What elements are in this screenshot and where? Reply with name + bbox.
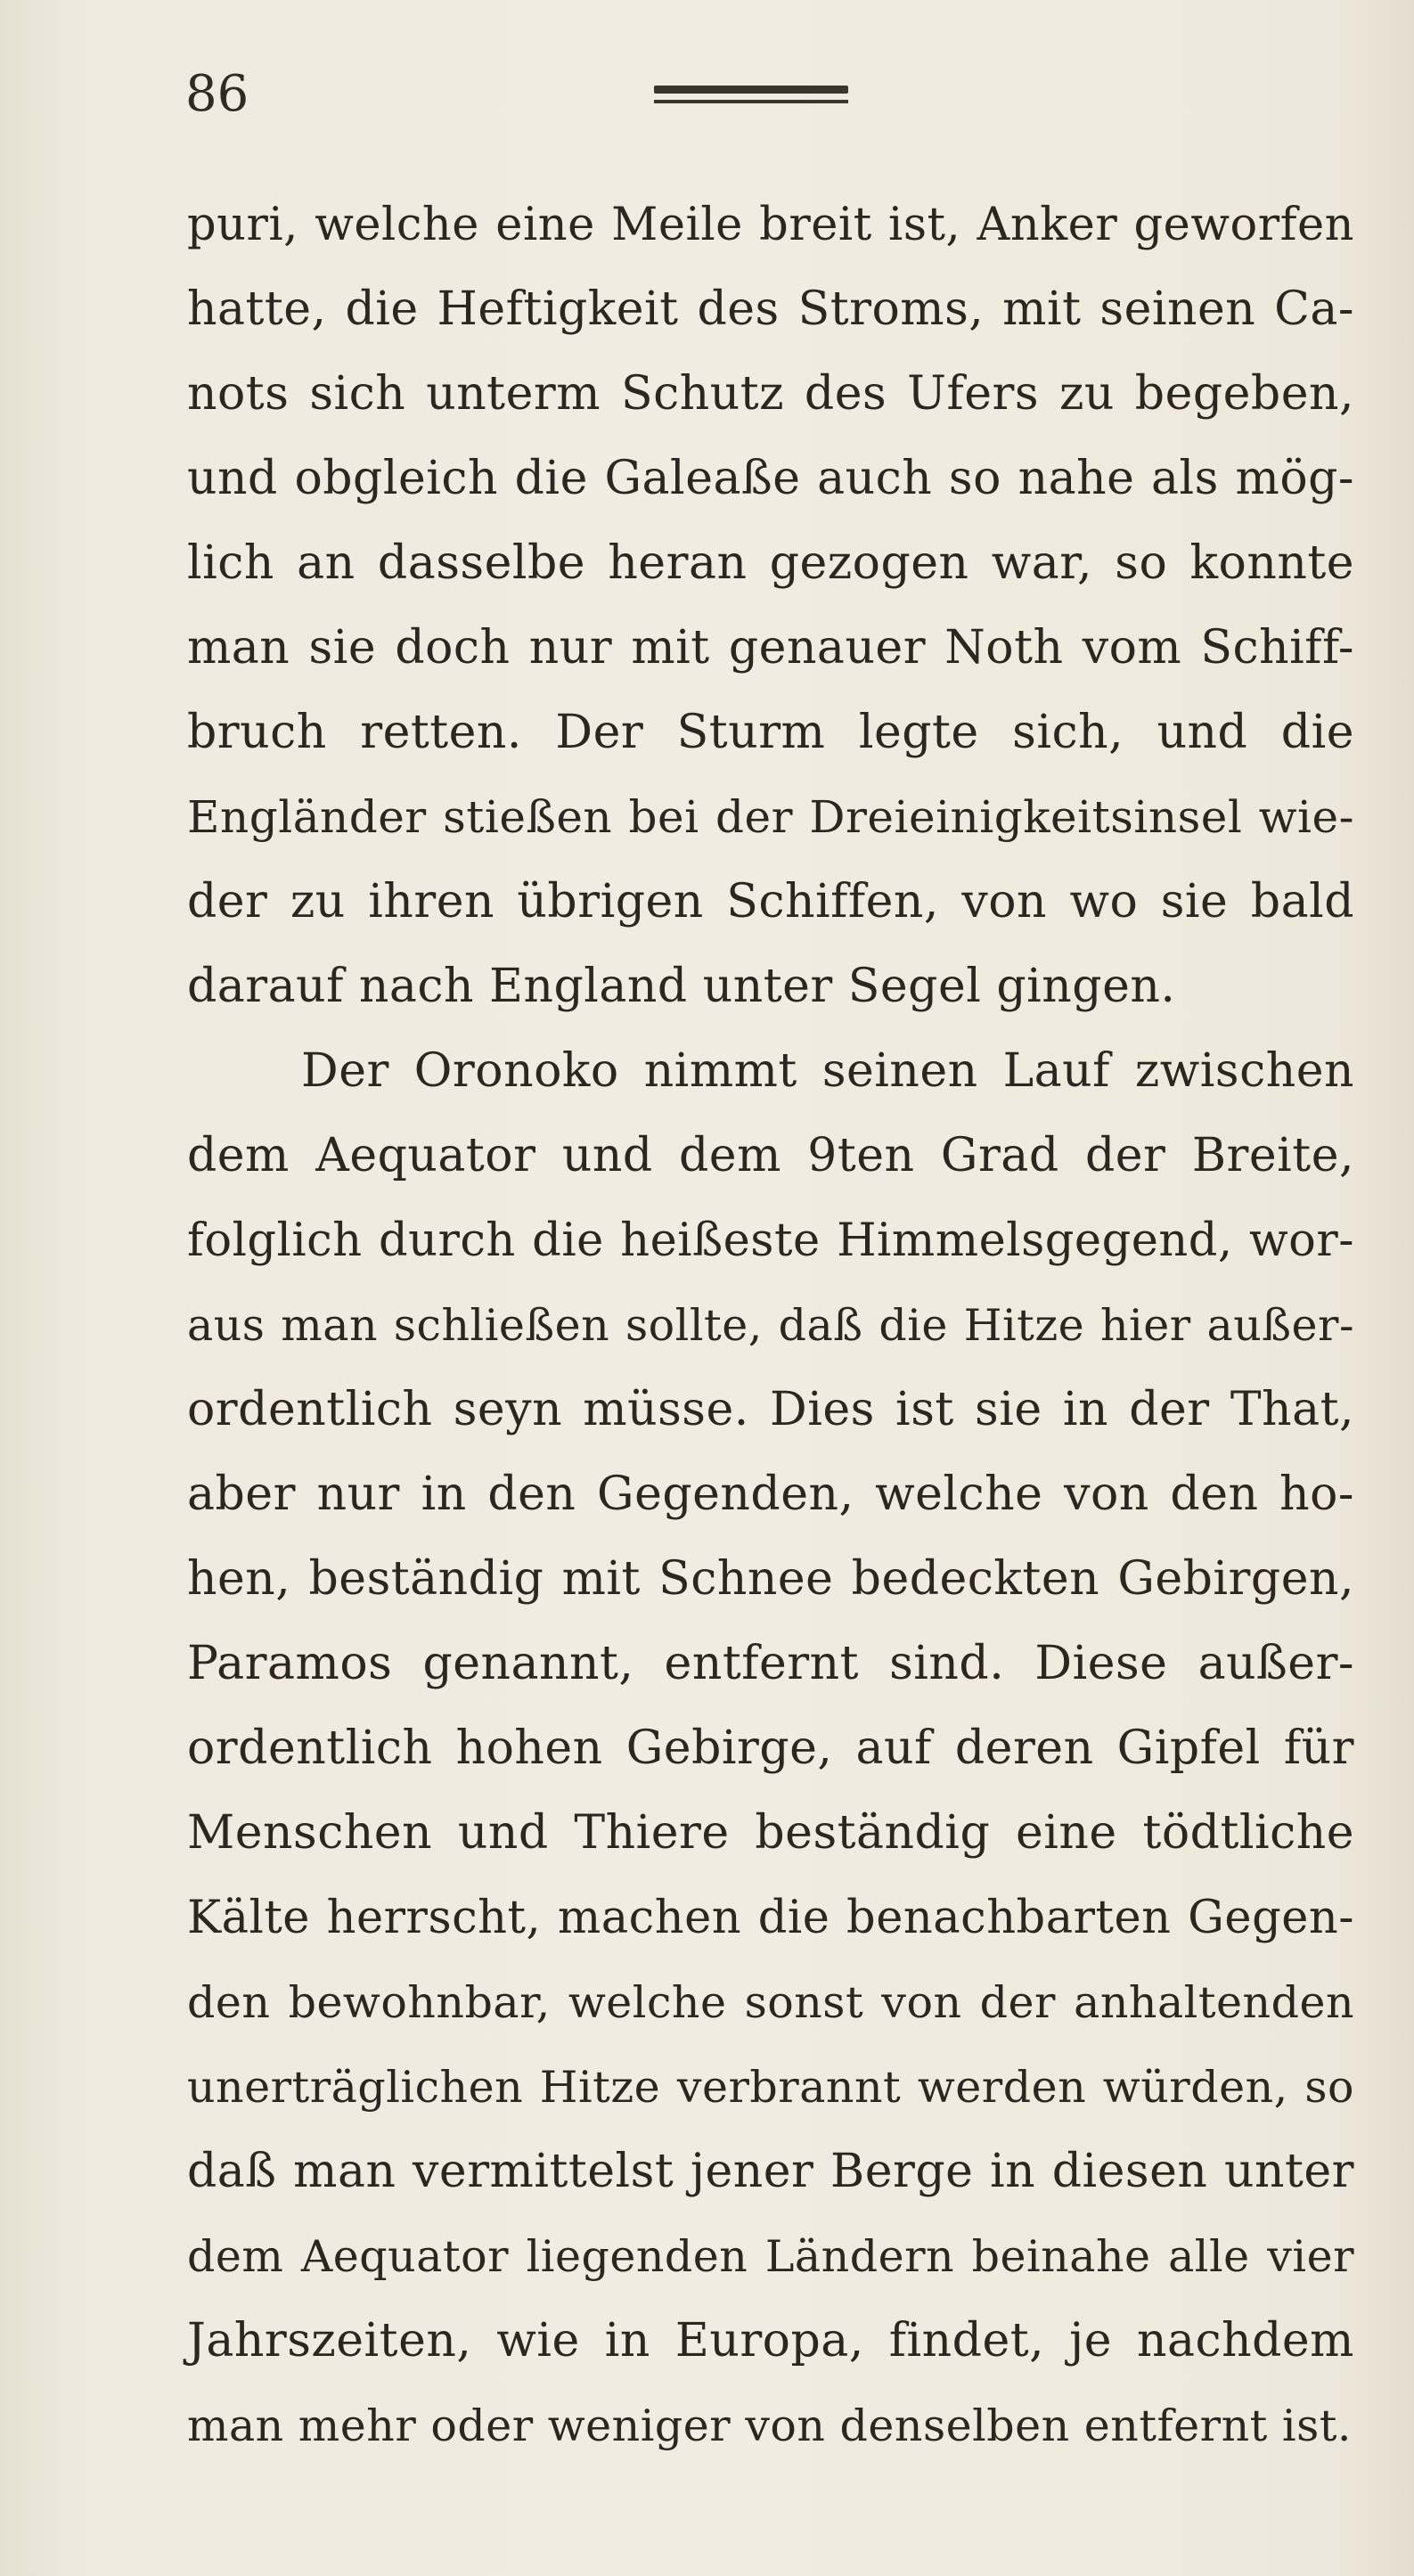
text-line: Paramos genannt, entfernt sind. Diese außer- <box>187 1637 1354 1690</box>
text-line: aber nur in den Gegenden, welche von den ho- <box>187 1468 1354 1521</box>
text-line: Engländer stießen bei der Dreieinigkeitsinsel wie- <box>187 791 1354 843</box>
paragraph-start-line: Der Oronoko nimmt seinen Lauf zwischen <box>301 1044 1354 1098</box>
text-line: ordentlich seyn müsse. Dies ist sie in der That, <box>187 1383 1354 1436</box>
text-line: nots sich unterm Schutz des Ufers zu begeben, <box>187 367 1354 421</box>
body-text <box>187 183 1354 2468</box>
text-line: hen, beständig mit Schnee bedeckten Gebirgen, <box>187 1552 1354 1606</box>
text-line: ordentlich hohen Gebirge, auf deren Gipfel für <box>187 1721 1354 1775</box>
text-line: Kälte herrscht, machen die benachbarten Gegen- <box>187 1892 1354 1944</box>
text-line: bruch retten. Der Sturm legte sich, und die <box>187 706 1354 759</box>
text-line: Menschen und Thiere beständig eine tödtliche <box>187 1806 1354 1860</box>
text-line: man sie doch nur mit genauer Noth vom Schiff- <box>187 621 1354 675</box>
text-line: und obgleich die Galeaße auch so nahe als mög- <box>187 452 1354 505</box>
page-number: 86 <box>185 65 249 123</box>
text-line: hatte, die Heftigkeit des Stroms, mit seinen Ca- <box>187 282 1354 336</box>
text-line: aus man schließen sollte, daß die Hitze hier außer- <box>187 1300 1354 1351</box>
text-line: puri, welche eine Meile breit ist, Anker geworfen <box>187 199 1354 251</box>
text-line: darauf nach England unter Segel gingen. <box>187 960 1176 1013</box>
text-line: Jahrszeiten, wie in Europa, findet, je nachdem <box>187 2314 1354 2367</box>
text-line: dem Aequator liegenden Ländern beinahe alle vier <box>187 2231 1354 2282</box>
text-line: daß man vermittelst jener Berge in diesen unter <box>187 2145 1354 2198</box>
text-line: man mehr oder weniger von denselben entfernt ist. <box>187 2400 1352 2451</box>
text-line: folglich durch die heißeste Himmelsgegend, wor- <box>187 1214 1354 1267</box>
header-rule <box>654 86 848 107</box>
header-rule-thin <box>654 100 848 103</box>
text-line: den bewohnbar, welche sonst von der anhaltenden <box>187 1977 1354 2028</box>
text-line: der zu ihren übrigen Schiffen, von wo sie bald <box>187 875 1354 928</box>
header-rule-thick <box>654 86 848 94</box>
text-line: lich an dasselbe heran gezogen war, so konnte <box>187 536 1354 590</box>
text-line: unerträglichen Hitze verbrannt werden würden, so <box>187 2062 1354 2113</box>
text-line: dem Aequator und dem 9ten Grad der Breite, <box>187 1129 1354 1182</box>
